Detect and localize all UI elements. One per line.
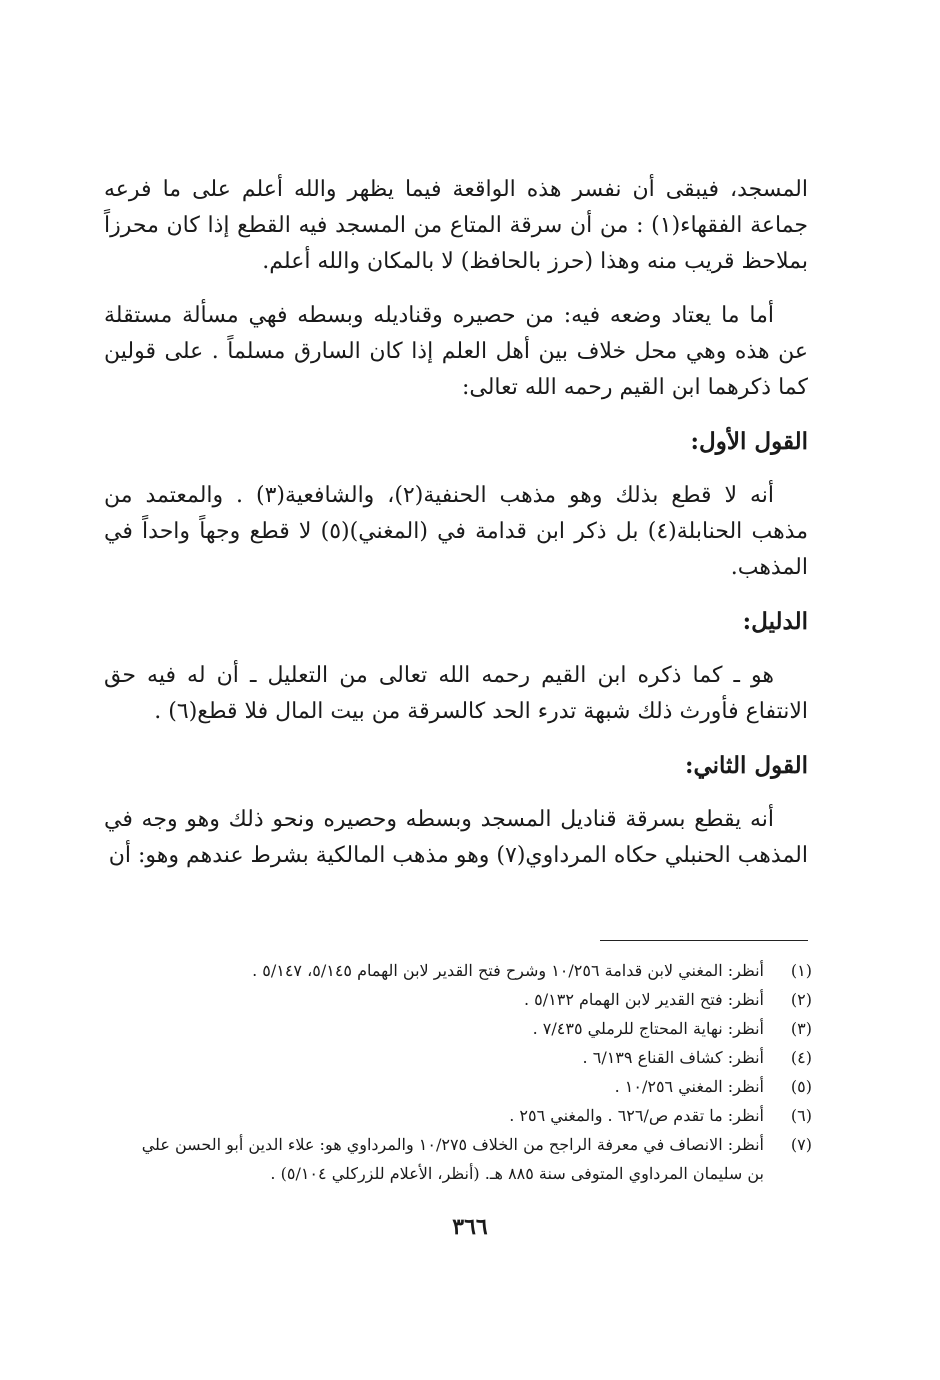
footnote-text: أنظر: كشاف القناع ٦/١٣٩ . bbox=[582, 1048, 764, 1067]
footnote-text: أنظر: الانصاف في معرفة الراجح من الخلاف ١٠/٢٧٥ والمرداوي هو: علاء الدين أبو الحسن علي بن سليمان المرداوي المتوفى سنة ٨٨٥ هـ. (أنظر، الأعلام للزركلي ٥/١٠٤) . bbox=[141, 1135, 764, 1183]
paragraph-4: هو ـ كما ذكره ابن القيم رحمه الله تعالى من التعليل ـ أن له فيه حق الانتفاع فأورث ذلك شبهة تدرء الحد كالسرقة من بيت المال فلا قطع(٦) . bbox=[104, 663, 808, 724]
footnote-number: (٢) bbox=[790, 990, 812, 1009]
paragraph-2: أما ما يعتاد وضعه فيه: من حصيره وقناديله وبسطه فهي مسألة مستقلة عن هذه وهي محل خلاف بين أهل العلم إذا كان السارق مسلماً . على قولين كما ذكرهما ابن القيم رحمه الله تعالى: bbox=[104, 303, 808, 400]
footnote-text: أنظر: ما تقدم ص/٦٢٦ . والمغني ٢٥٦ . bbox=[509, 1106, 764, 1125]
footnotes bbox=[126, 956, 812, 1188]
footnote-number: (٦) bbox=[790, 1106, 812, 1125]
paragraph-1: المسجد، فيبقى أن نفسر هذه الواقعة فيما يظهر والله أعلم على ما فرعه جماعة الفقهاء(١) : من أن سرقة المتاع من المسجد فيه القطع إذا كان محرزاً بملاحظ قريب منه وهذا (حرز بالحافظ) لا بالمكان والله أعلم. bbox=[104, 177, 809, 274]
heading-second-opinion: القول الثاني: bbox=[684, 752, 808, 779]
footnote-3 bbox=[126, 1014, 812, 1043]
page-body bbox=[104, 172, 808, 892]
paragraph-5: أنه يقطع بسرقة قناديل المسجد وبسطه وحصيره ونحو ذلك وهو وجه في المذهب الحنبلي حكاه المرداوي(٧) وهو مذهب المالكية بشرط عندهم وهو: أن bbox=[104, 807, 808, 868]
footnote-5 bbox=[126, 1072, 812, 1101]
footnote-divider bbox=[600, 940, 808, 941]
footnote-number: (٧) bbox=[790, 1135, 812, 1154]
footnote-number: (٥) bbox=[790, 1077, 812, 1096]
footnote-text: أنظر: نهاية المحتاج للرملي ٧/٤٣٥ . bbox=[532, 1019, 764, 1038]
footnote-1 bbox=[126, 956, 812, 985]
page-number: ٣٦٦ bbox=[452, 1214, 488, 1240]
paragraph-3: أنه لا قطع بذلك وهو مذهب الحنفية(٢)، والشافعية(٣) . والمعتمد من مذهب الحنابلة(٤) بل ذكر ابن قدامة في (المغني)(٥) لا قطع وجهاً واحداً في المذهب. bbox=[104, 483, 809, 580]
footnote-number: (٤) bbox=[790, 1048, 812, 1067]
footnote-text: أنظر: المغني ١٠/٢٥٦ . bbox=[614, 1077, 764, 1096]
heading-evidence: الدليل: bbox=[742, 608, 808, 635]
heading-first-opinion: القول الأول: bbox=[690, 428, 808, 455]
footnote-4 bbox=[126, 1043, 812, 1072]
footnote-text: أنظر: المغني لابن قدامة ١٠/٢٥٦ وشرح فتح القدير لابن الهمام ٥/١٤٥، ٥/١٤٧ . bbox=[252, 961, 764, 980]
footnote-2 bbox=[126, 985, 812, 1014]
footnote-text: أنظر: فتح القدير لابن الهمام ٥/١٣٢ . bbox=[524, 990, 764, 1009]
footnote-6 bbox=[126, 1101, 812, 1130]
footnote-number: (١) bbox=[790, 961, 812, 980]
footnote-7 bbox=[126, 1130, 812, 1188]
footnote-number: (٣) bbox=[790, 1019, 812, 1038]
